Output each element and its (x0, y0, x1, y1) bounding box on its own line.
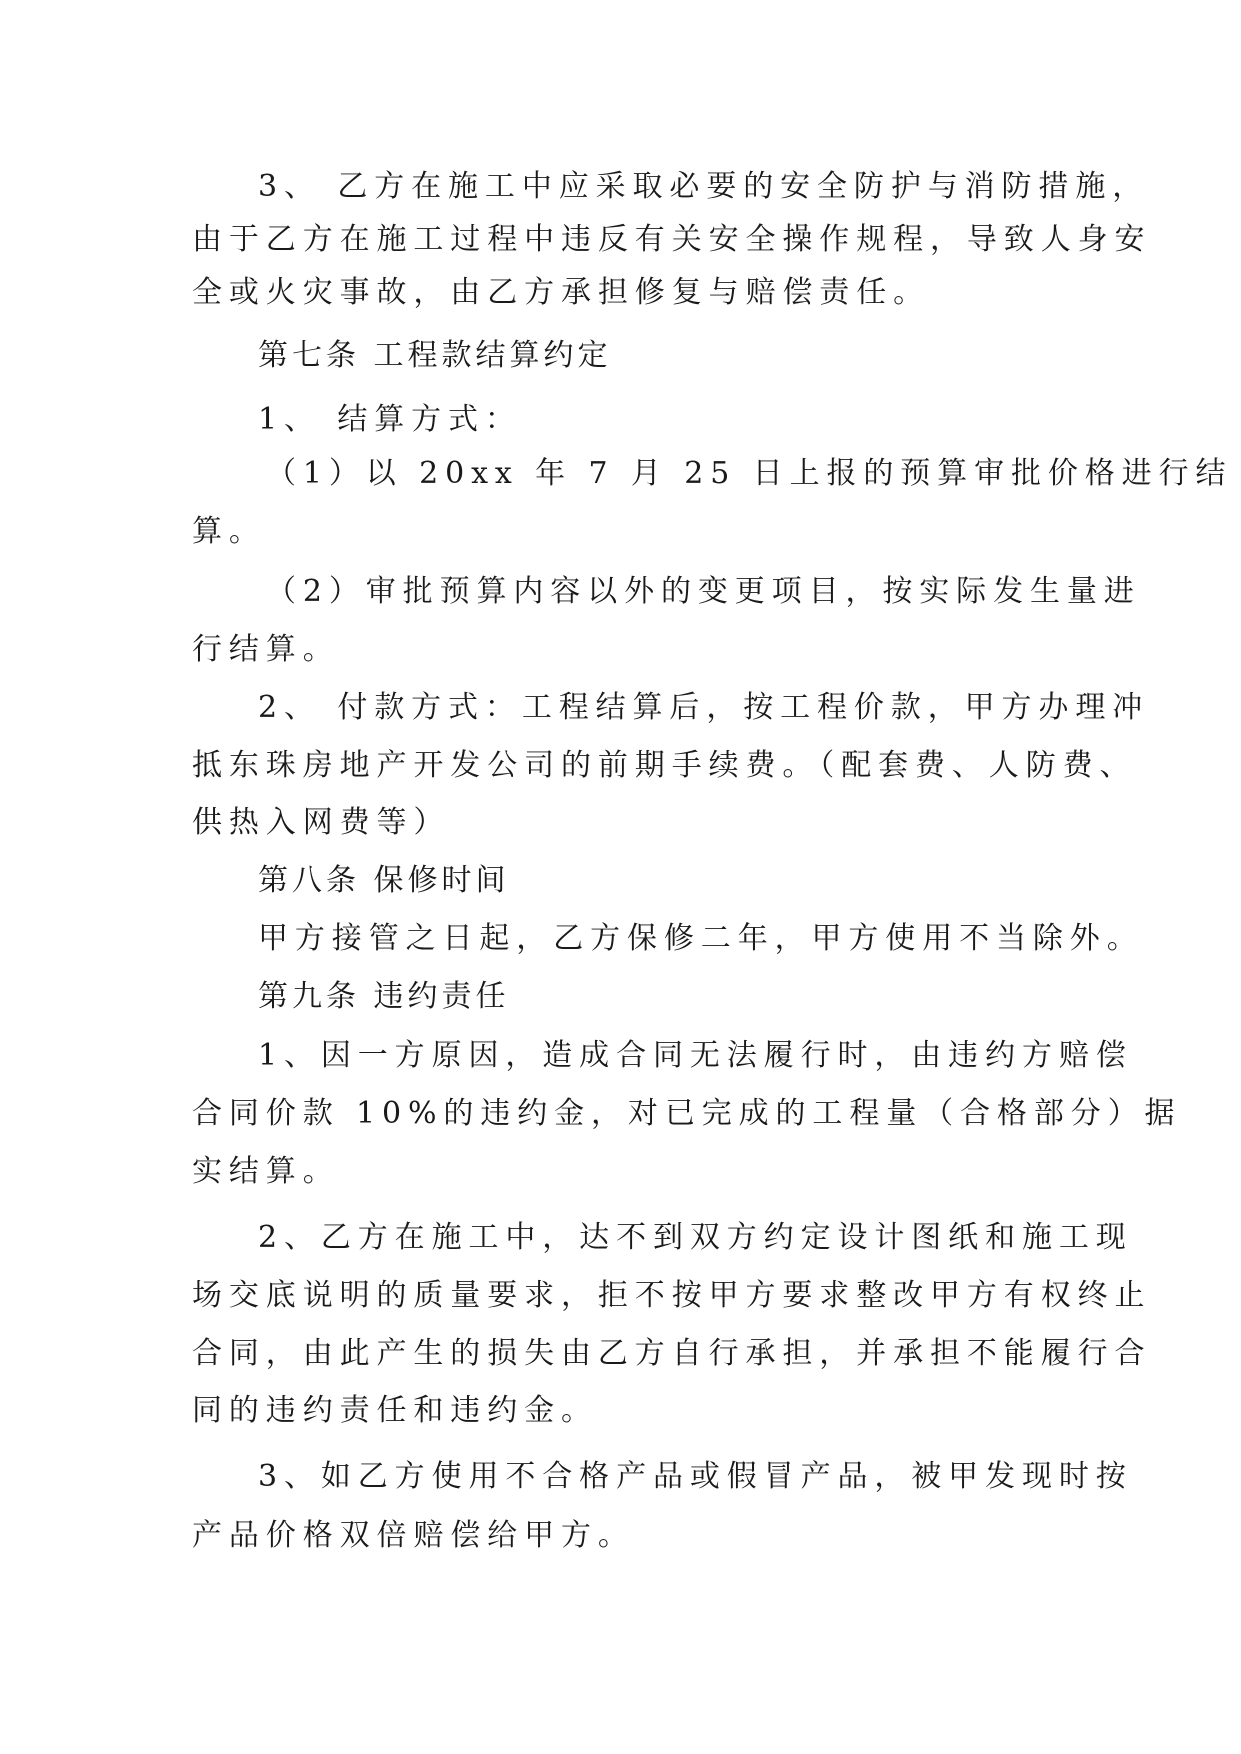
paragraph-line: 1、因一方原因，造成合同无法履行时，由违约方赔偿 (258, 1038, 1133, 1073)
paragraph-line: 算。 (192, 514, 266, 549)
paragraph-line: 抵东珠房地产开发公司的前期手续费。（配套费、人防费、 (192, 748, 1137, 783)
paragraph-line: 行结算。 (192, 632, 340, 667)
paragraph-line: 实结算。 (192, 1154, 340, 1189)
paragraph-line: 2、 付款方式：工程结算后，按工程价款，甲方办理冲 (258, 690, 1150, 725)
section-heading: 第九条 违约责任 (258, 979, 510, 1014)
paragraph-line: 同的违约责任和违约金。 (192, 1393, 598, 1428)
paragraph-line: 供热入网费等） (192, 805, 451, 840)
section-heading: 第八条 保修时间 (258, 863, 510, 898)
paragraph-line: 全或火灾事故，由乙方承担修复与赔偿责任。 (192, 275, 930, 310)
paragraph-line: （2）审批预算内容以外的变更项目，按实际发生量进 (266, 574, 1141, 609)
paragraph-line: 3、如乙方使用不合格产品或假冒产品，被甲发现时按 (258, 1459, 1133, 1494)
paragraph-line: 场交底说明的质量要求，拒不按甲方要求整改甲方有权终止 (192, 1278, 1152, 1313)
paragraph-line: 2、乙方在施工中，达不到双方约定设计图纸和施工现 (258, 1220, 1133, 1255)
paragraph-line: 1、 结算方式： (258, 402, 522, 437)
paragraph-line: 甲方接管之日起，乙方保修二年，甲方使用不当除外。 (258, 921, 1144, 956)
paragraph-line: 由于乙方在施工过程中违反有关安全操作规程，导致人身安 (192, 222, 1152, 257)
paragraph-line: （1）以 20xx 年 7 月 25 日上报的预算审批价格进行结 (266, 456, 1233, 491)
paragraph-line: 合同，由此产生的损失由乙方自行承担，并承担不能履行合 (192, 1336, 1152, 1371)
section-heading: 第七条 工程款结算约定 (258, 338, 612, 373)
paragraph-line: 3、 乙方在施工中应采取必要的安全防护与消防措施， (258, 169, 1150, 204)
paragraph-line: 合同价款 10%的违约金，对已完成的工程量（合格部分）据 (192, 1096, 1182, 1131)
paragraph-line: 产品价格双倍赔偿给甲方。 (192, 1518, 635, 1553)
